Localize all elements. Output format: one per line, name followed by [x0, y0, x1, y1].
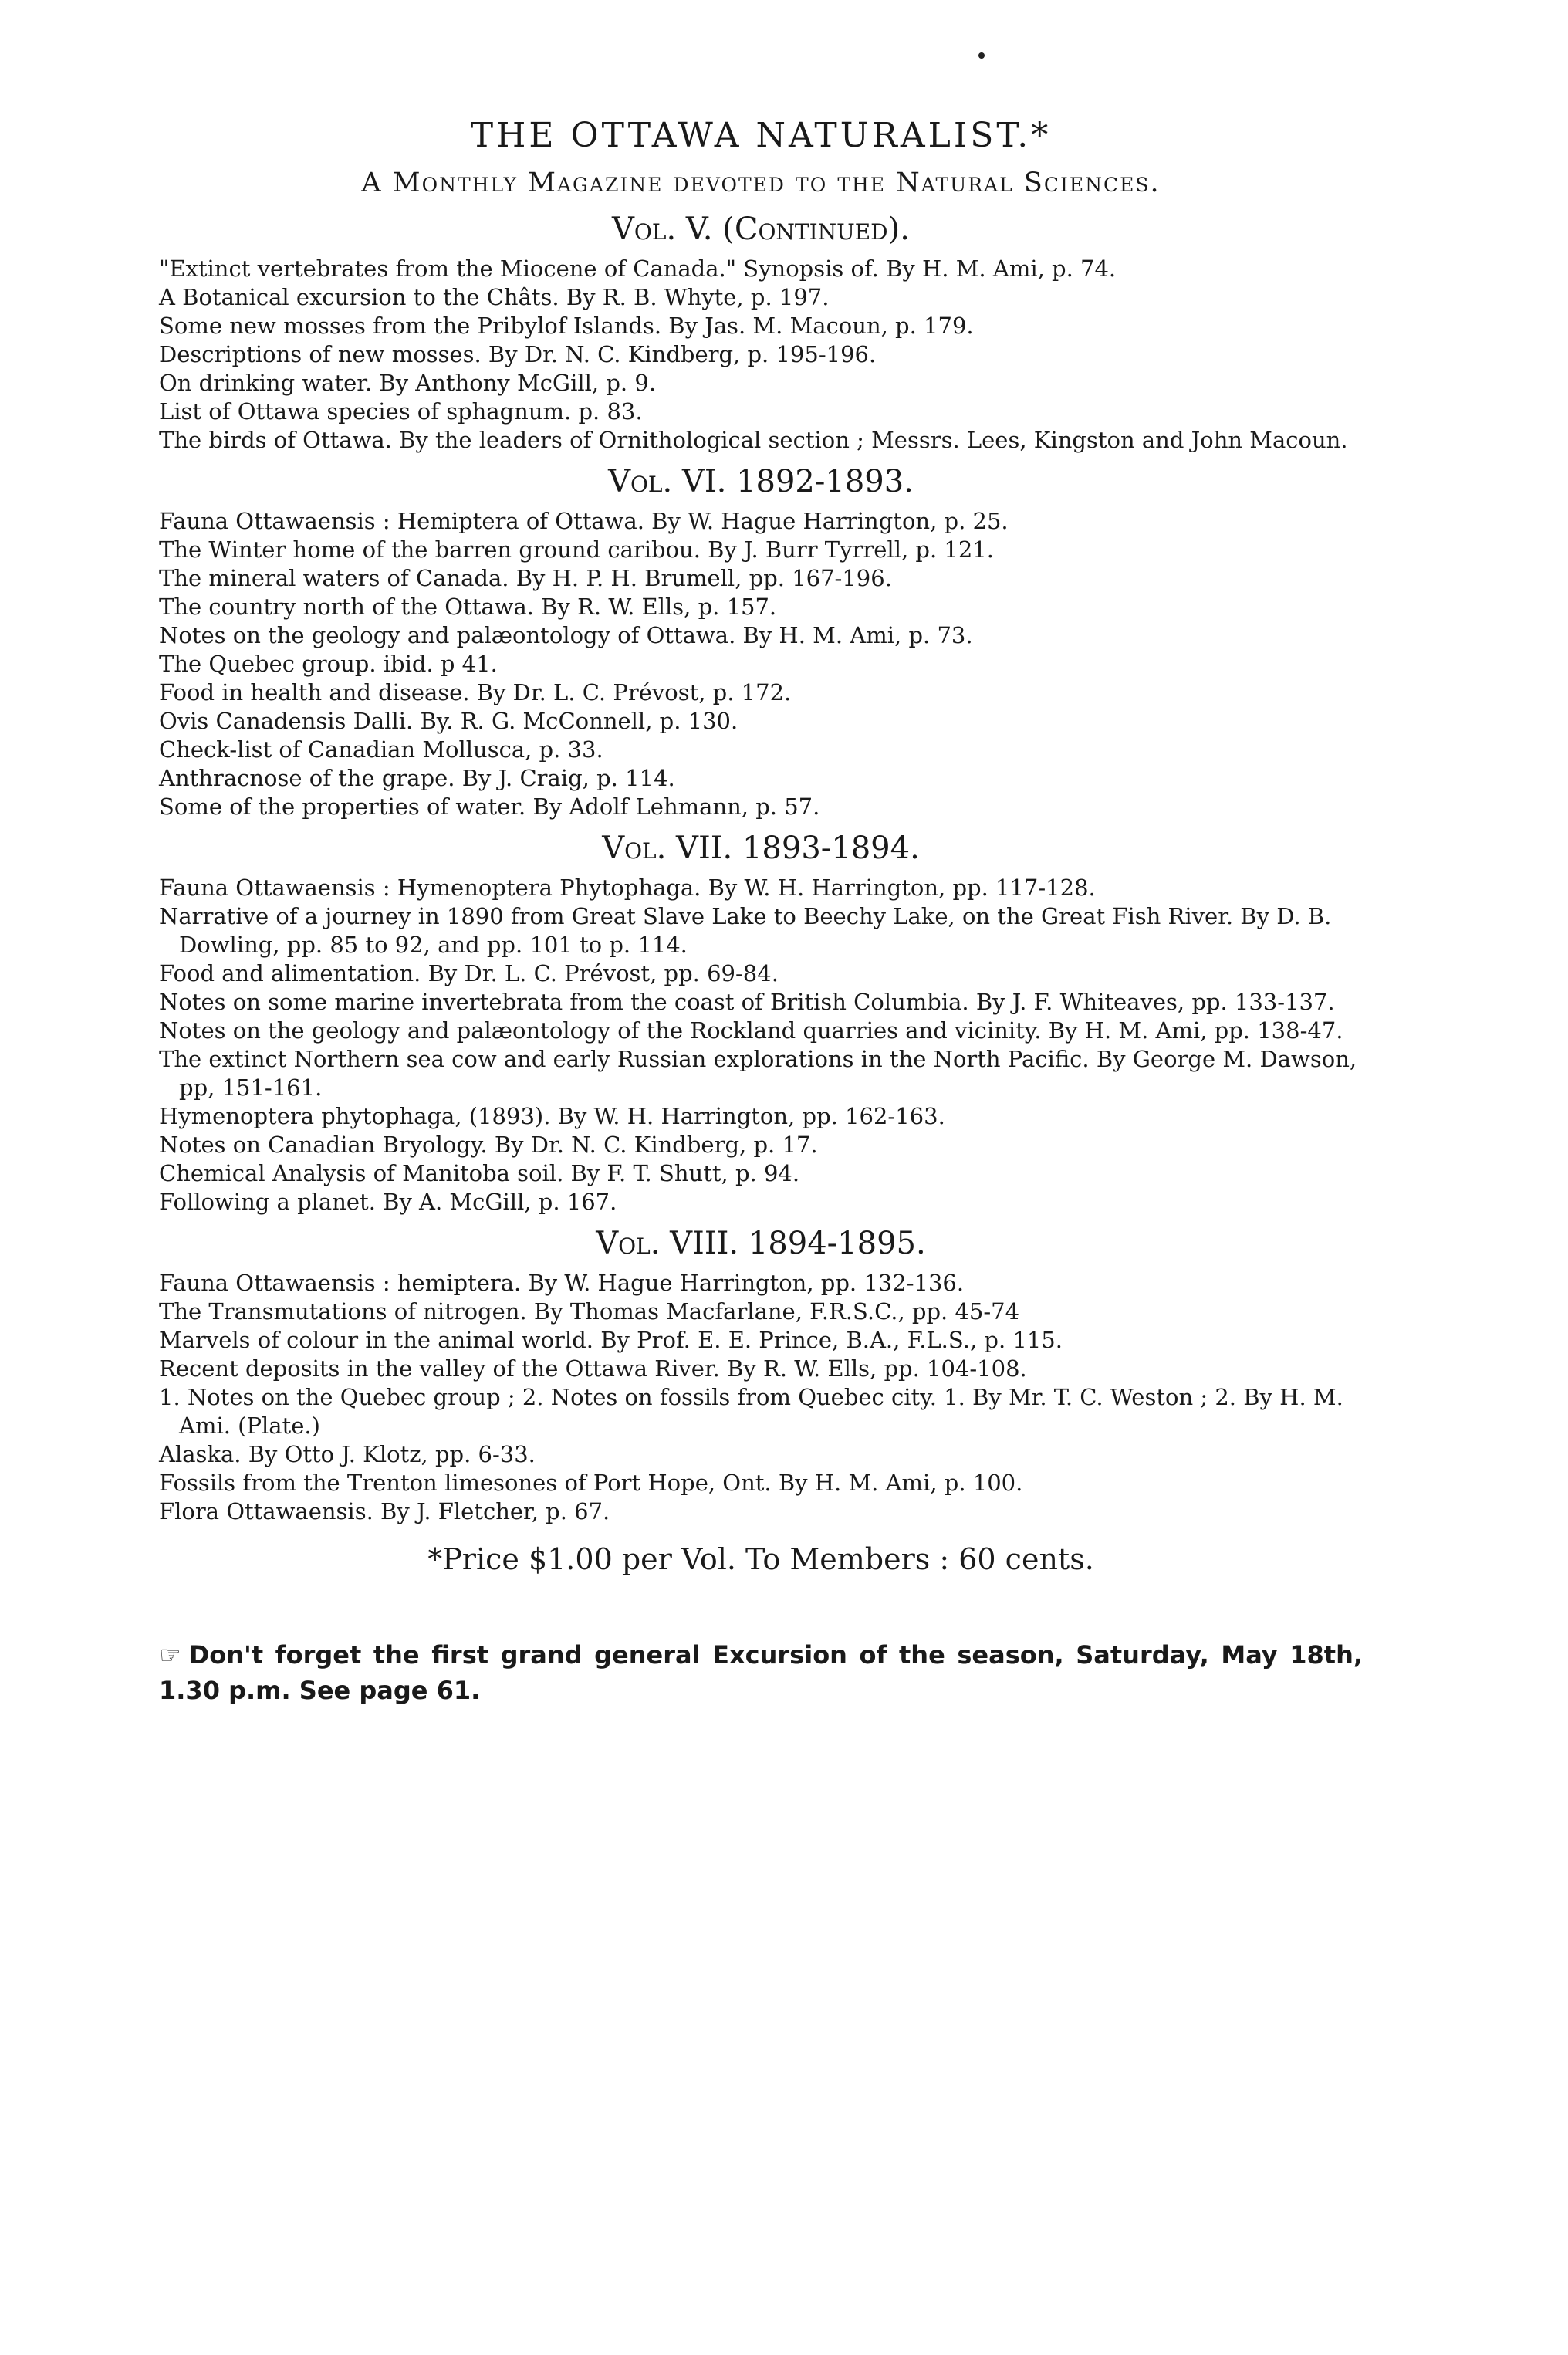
article-entry: Marvels of colour in the animal world. By Prof. E. E. Prince, B.A., F.L.S., p. 115. — [159, 1327, 1063, 1353]
article-entry: Recent deposits in the valley of the Ottawa River. By R. W. Ells, pp. 104-108. — [159, 1355, 1027, 1382]
entry-list — [159, 874, 1363, 1216]
article-entry: On drinking water. By Anthony McGill, p. 9. — [159, 370, 657, 396]
article-entry: The Transmutations of nitrogen. By Thomas Macfarlane, F.R.S.C., pp. 45-74 — [159, 1298, 1020, 1325]
article-entry: Hymenoptera phytophaga, (1893). By W. H. Harrington, pp. 162-163. — [159, 1103, 945, 1129]
article-entry: Check-list of Canadian Mollusca, p. 33. — [159, 736, 603, 763]
volume-heading: Vol. VI. 1892-1893. — [608, 464, 914, 499]
article-entry: Fauna Ottawaensis : Hemiptera of Ottawa. By W. Hague Harrington, p. 25. — [159, 508, 1009, 534]
article-entry: The mineral waters of Canada. By H. P. H. Brumell, pp. 167-196. — [159, 565, 892, 591]
page-subtitle: A Monthly Magazine devoted to the Natural Sciences. — [361, 167, 1161, 198]
excursion-notice — [159, 1637, 1363, 1708]
article-entry: Anthracnose of the grape. By J. Craig, p. 114. — [159, 765, 675, 791]
article-entry: Following a planet. By A. McGill, p. 167. — [159, 1189, 617, 1215]
article-entry: Some of the properties of water. By Adolf Lehmann, p. 57. — [159, 793, 820, 820]
article-entry: Notes on some marine invertebrata from the coast of British Columbia. By J. F. Whiteaves, pp. 133-137. — [159, 989, 1335, 1015]
article-entry: Notes on the geology and palæontology of the Rockland quarries and vicinity. By H. M. Ami, pp. 138-47. — [159, 1017, 1343, 1044]
article-entry: 1. Notes on the Quebec group ; 2. Notes on fossils from Quebec city. 1. By Mr. T. C. Weston ; 2. By H. M. Ami. (Plate.) — [159, 1384, 1343, 1439]
article-entry: Alaska. By Otto J. Klotz, pp. 6-33. — [159, 1441, 536, 1467]
volume-heading: Vol. VII. 1893-1894. — [602, 831, 920, 866]
article-entry: The country north of the Ottawa. By R. W. Ells, p. 157. — [159, 594, 777, 620]
article-entry: Chemical Analysis of Manitoba soil. By F. T. Shutt, p. 94. — [159, 1160, 800, 1186]
article-entry: Descriptions of new mosses. By Dr. N. C. Kindberg, p. 195-196. — [159, 341, 877, 367]
article-entry: Flora Ottawaensis. By J. Fletcher, p. 67. — [159, 1498, 610, 1524]
article-entry: List of Ottawa species of sphagnum. p. 83. — [159, 398, 643, 425]
article-entry: Ovis Canadensis Dalli. By. R. G. McConnell, p. 130. — [159, 708, 738, 734]
pointing-hand-icon: ☞ — [159, 1640, 181, 1670]
entry-list — [159, 1269, 1363, 1526]
article-entry: Fauna Ottawaensis : hemiptera. By W. Hague Harrington, pp. 132-136. — [159, 1270, 965, 1296]
article-entry: The Winter home of the barren ground caribou. By J. Burr Tyrrell, p. 121. — [159, 536, 994, 563]
article-entry: Food in health and disease. By Dr. L. C. Prévost, p. 172. — [159, 679, 792, 705]
article-entry: Food and alimentation. By Dr. L. C. Prévost, pp. 69-84. — [159, 960, 779, 986]
article-entry: The birds of Ottawa. By the leaders of Ornithological section ; Messrs. Lees, Kingston and John Macoun. — [159, 427, 1348, 453]
article-entry: Notes on Canadian Bryology. By Dr. N. C. Kindberg, p. 17. — [159, 1132, 818, 1158]
document-page — [159, 46, 1363, 1708]
article-entry: A Botanical excursion to the Châts. By R. B. Whyte, p. 197. — [159, 284, 830, 310]
entry-list — [159, 255, 1363, 455]
notice-text: Don't forget the first grand general Excursion of the season, Saturday, May 18th, 1.30 p.m. See page 61. — [159, 1640, 1363, 1705]
article-entry: "Extinct vertebrates from the Miocene of Canada." Synopsis of. By H. M. Ami, p. 74. — [159, 255, 1117, 282]
article-entry: Some new mosses from the Pribylof Islands. By Jas. M. Macoun, p. 179. — [159, 313, 974, 339]
volume-heading: Vol. V. (Continued). — [612, 211, 910, 247]
page-title: THE OTTAWA NATURALIST.* — [470, 116, 1052, 155]
article-entry: Fossils from the Trenton limesones of Port Hope, Ont. By H. M. Ami, p. 100. — [159, 1470, 1023, 1496]
price-line: *Price $1.00 per Vol. To Members : 60 cents. — [427, 1542, 1094, 1576]
volume-list — [159, 208, 1363, 1526]
volume-heading: Vol. VIII. 1894-1895. — [596, 1226, 926, 1261]
entry-list — [159, 507, 1363, 821]
article-entry: Narrative of a journey in 1890 from Great Slave Lake to Beechy Lake, on the Great Fish River. By D. B. Dowling, pp. 85 to 92, and pp. 101 to p. 114. — [159, 903, 1332, 958]
article-entry: Fauna Ottawaensis : Hymenoptera Phytophaga. By W. H. Harrington, pp. 117-128. — [159, 875, 1096, 901]
article-entry: The extinct Northern sea cow and early Russian explorations in the North Pacific. By George M. Dawson, pp, 151-161. — [159, 1046, 1357, 1101]
article-entry: The Quebec group. ibid. p 41. — [159, 651, 498, 677]
article-entry: Notes on the geology and palæontology of Ottawa. By H. M. Ami, p. 73. — [159, 622, 973, 648]
